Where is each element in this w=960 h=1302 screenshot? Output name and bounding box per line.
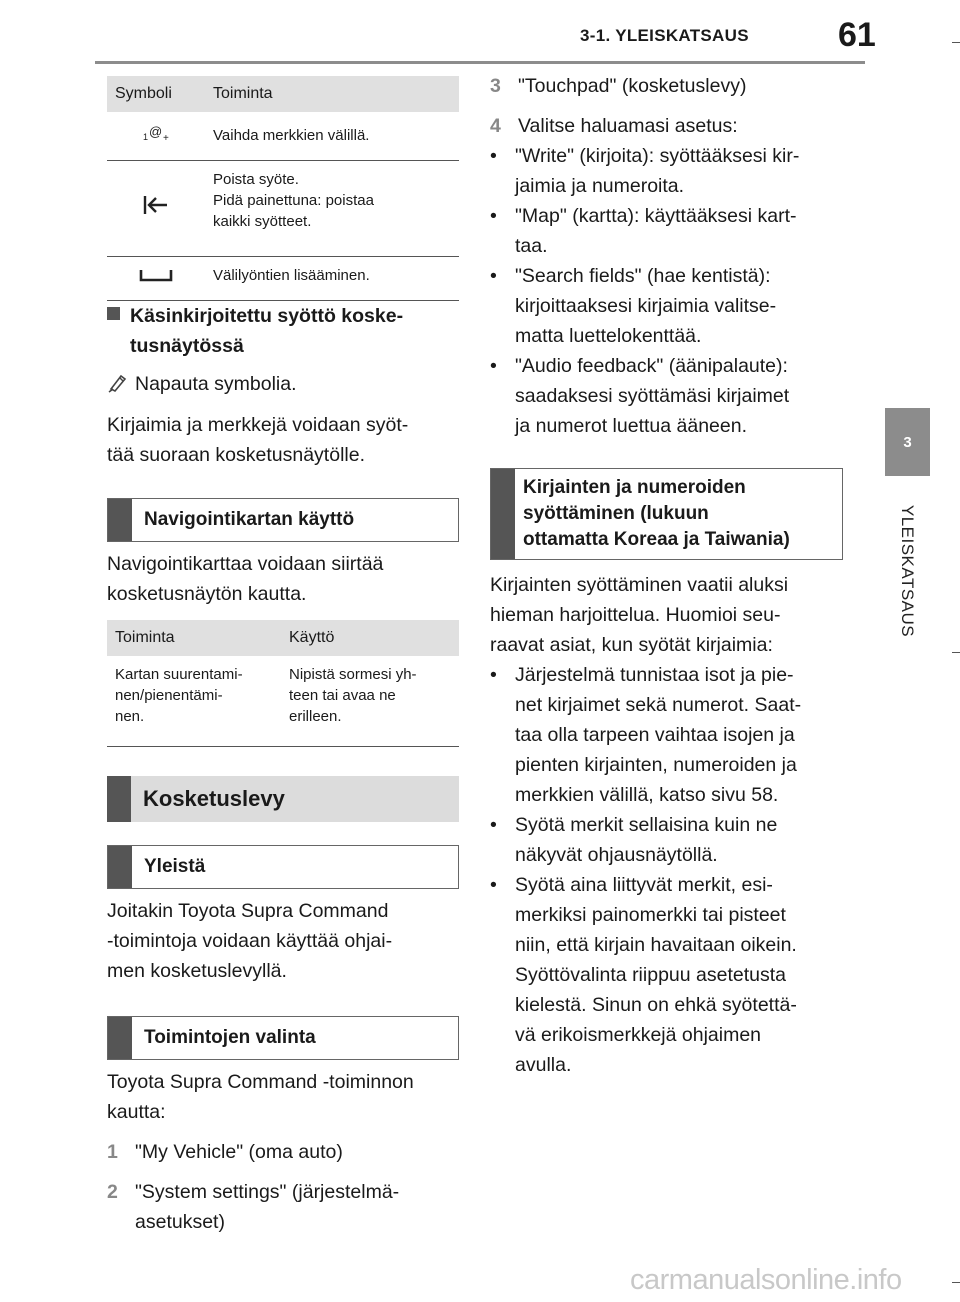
settings-steps <box>490 71 850 441</box>
col-header-usage: Käyttö <box>281 620 459 656</box>
table-row: Kartan suurentami- nen/pienentämi- nen. Nipistä sormesi yh- teen tai avaa ne erilleen. <box>107 656 459 746</box>
handwriting-icon <box>107 371 129 402</box>
entry-text: Kirjainten syöttäminen vaatii aluksi hieman harjoittelua. Huomioi seu- raavat asiat, kun syötät kirjaimia: • Järjestelmä tunnistaa isot ja pie- net kirjaimet sekä numerot. Saat- taa olla tarpeen vaihtaa isojen ja pienten kirjainten, numeroiden ja merkkien välillä, katso sivu 58. • Syötä merkit sellaisina kuin ne näkyvät ohjausnäytöllä. • Syötä aina liittyvät merkit, esi- merkiksi painomerkki tai pisteet niin, että kirjain havaitaan oikein. Syöttövalinta riippuu asetetusta kielestä. Sinun on ehkä syötettä- vä erikoismerkkejä ohjaimen avulla. <box>490 570 850 1080</box>
header-rule <box>95 61 865 64</box>
nav-map-text: Navigointikarttaa voidaan siirtää kosketusnäytön kautta. <box>107 553 384 605</box>
function-select-text: Toyota Supra Command -toiminnon kautta: 1 "My Vehicle" (oma auto) 2 "System settings" (järjestelmä- asetukset) <box>107 1067 459 1237</box>
table-row <box>107 160 459 256</box>
row-text: Poista syöte. <box>213 170 299 188</box>
list-item: • Järjestelmä tunnistaa isot ja pie- net kirjaimet sekä numerot. Saat- taa olla tarpeen vaihtaa isojen ja pienten kirjainten, numeroiden ja merkkien välillä, katso sivu 58. <box>490 660 850 810</box>
row-text: kaikki syötteet. <box>213 212 312 230</box>
step-item: 4 Valitse haluamasi asetus: <box>490 115 738 137</box>
list-item: • "Audio feedback" (äänipalaute): saadaksesi syöttämäsi kirjaimet ja numerot luettua ääneen. <box>490 351 850 441</box>
step-item: 1 "My Vehicle" (oma auto) <box>107 1141 343 1163</box>
handwriting-text: Napauta symbolia. Kirjaimia ja merkkejä voidaan syöt- tää suoraan kosketusnäytölle. <box>107 373 409 466</box>
function-select-heading: Toimintojen valinta <box>107 1016 459 1060</box>
list-item: • Syötä merkit sellaisina kuin ne näkyvät ohjausnäytöllä. <box>490 810 850 870</box>
general-heading: Yleistä <box>107 845 459 889</box>
edge-mark <box>952 1282 960 1283</box>
list-item: • "Map" (kartta): käyttääksesi kart- taa. <box>490 201 850 261</box>
touchpad-heading: Kosketuslevy <box>107 776 459 822</box>
nav-map-heading: Navigointikartan käyttö <box>107 498 459 542</box>
table-row <box>107 256 459 300</box>
edge-mark <box>952 42 960 43</box>
chapter-tab: 3 <box>885 408 930 476</box>
row-text: Vaihda merkkien välillä. <box>213 127 370 145</box>
space-bar-icon <box>138 270 174 287</box>
list-item: • "Search fields" (hae kentistä): kirjoittaaksesi kirjaimia valitse- matta luettelokenttää. <box>490 261 850 351</box>
section-title: 3-1. YLEISKATSAUS <box>580 26 749 45</box>
handwriting-heading: Käsinkirjoitettu syöttö koske- tusnäytössä <box>107 301 459 361</box>
table-row <box>107 112 459 160</box>
switch-chars-icon <box>141 123 171 148</box>
list-item: • Syötä aina liittyvät merkit, esi- merkiksi painomerkki tai pisteet niin, että kirjain havaitaan oikein. Syöttövalinta riippuu asetetusta kielestä. Sinun on ehkä syötettä- vä erikoismerkkejä ohjaimen avulla. <box>490 870 850 1080</box>
step-item: 3 "Touchpad" (kosketuslevy) <box>490 75 747 97</box>
entry-heading: Kirjainten ja numeroiden syöttäminen (lukuun ottamatta Koreaa ja Taiwania) <box>490 468 843 560</box>
action-table <box>107 620 459 747</box>
svg-text:+: + <box>163 132 169 144</box>
svg-text:@: @ <box>149 123 163 139</box>
page-number: 61 <box>838 16 876 54</box>
row-text: Välilyöntien lisääminen. <box>213 266 370 284</box>
col-header-symbol: Symboli <box>107 76 205 112</box>
list-item: • "Write" (kirjoita): syöttääksesi kir- jaimia ja numeroita. <box>490 141 850 201</box>
row-text: Pidä painettuna: poistaa <box>213 191 374 209</box>
step-item: 2 "System settings" (järjestelmä- asetukset) <box>107 1181 400 1233</box>
symbol-table <box>107 76 459 301</box>
watermark: carmanualsonline.info <box>630 1264 902 1296</box>
svg-text:1: 1 <box>143 131 149 142</box>
general-text: Joitakin Toyota Supra Command -toimintoja voidaan käyttää ohjai- men kosketuslevyllä. <box>107 900 393 982</box>
col-header-function: Toiminta <box>205 76 459 112</box>
col-header-action: Toiminta <box>107 620 281 656</box>
delete-arrow-icon <box>141 204 171 221</box>
edge-mark <box>952 652 960 653</box>
chapter-label: YLEISKATSAUS <box>898 504 918 638</box>
